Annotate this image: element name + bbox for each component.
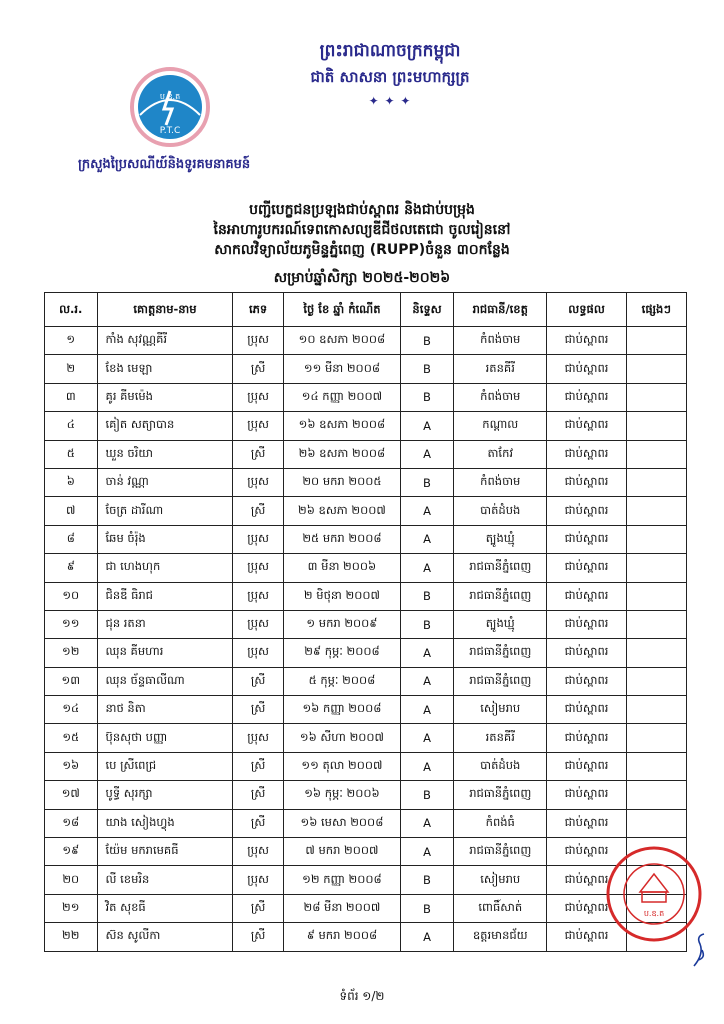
row-name: លី ខេមរិន (97, 866, 233, 894)
academic-year: សម្រាប់ឆ្នាំសិក្សា ២០២៥-២០២៦ (273, 270, 451, 286)
table-row (45, 866, 687, 894)
ministry-logo (120, 65, 220, 155)
row-other (626, 724, 686, 752)
row-sex: ប្រុស (233, 525, 284, 553)
table-row (45, 639, 687, 667)
row-result: ជាប់ស្ពាពរ (547, 383, 626, 411)
row-other (626, 696, 686, 724)
signature-mark (690, 930, 710, 970)
row-result: ជាប់ស្ពាពរ (547, 440, 626, 468)
row-track: B (400, 327, 453, 355)
table-row (45, 440, 687, 468)
row-dob: ១០ ឧសភា ២០០៨ (283, 327, 400, 355)
row-name: ឃួន ចរិយា (97, 440, 233, 468)
row-sex: ប្រុស (233, 554, 284, 582)
header-result: លទ្ធផល (547, 293, 626, 327)
table-header-row (45, 293, 687, 327)
row-dob: ២៥ មករា ២០០៨ (283, 525, 400, 553)
row-track: B (400, 355, 453, 383)
row-no: ៥ (45, 440, 98, 468)
row-dob: ១៦ មេសា ២០០៨ (283, 809, 400, 837)
document-header (0, 0, 724, 300)
table-row (45, 610, 687, 638)
row-other (626, 383, 686, 411)
row-province: ឧត្តរមានជ័យ (454, 923, 547, 951)
header-dob: ថ្ងៃ ខែ ឆ្នាំ កំណើត (283, 293, 400, 327)
row-other (626, 497, 686, 525)
row-no: ១៤ (45, 696, 98, 724)
row-other (626, 355, 686, 383)
row-name: ឈុន ច័ន្ទធាលីណា (97, 667, 233, 695)
table-row (45, 355, 687, 383)
row-no: ១០ (45, 582, 98, 610)
row-track: A (400, 809, 453, 837)
table-row (45, 582, 687, 610)
header-ornament: ✦ ✦ ✦ (368, 94, 412, 108)
row-result: ជាប់ស្ពាពរ (547, 554, 626, 582)
row-other (626, 468, 686, 496)
kingdom-line-1: ព្រះរាជាណាចក្រកម្ពុជា (319, 41, 461, 61)
row-other (626, 412, 686, 440)
row-dob: ៧ មករា ២០០៧ (283, 838, 400, 866)
row-result: ជាប់ស្ពាពរ (547, 724, 626, 752)
row-name: វិត សុខធី (97, 894, 233, 922)
row-result: ជាប់ស្ពាពរ (547, 355, 626, 383)
row-result: ជាប់ស្ពាពរ (547, 582, 626, 610)
row-dob: ១៦ កញ្ញា ២០០៨ (283, 696, 400, 724)
table-row (45, 554, 687, 582)
row-result: ជាប់ស្ពាពរ (547, 752, 626, 780)
row-track: B (400, 582, 453, 610)
row-name: បូទ្ធី សុរក្សា (97, 781, 233, 809)
row-province: បាត់ដំបង (454, 752, 547, 780)
row-province: កំពង់ធំ (454, 809, 547, 837)
row-dob: ១១ មីនា ២០០៨ (283, 355, 400, 383)
table-row (45, 412, 687, 440)
row-track: B (400, 894, 453, 922)
row-sex: ប្រុស (233, 468, 284, 496)
row-no: ១៩ (45, 838, 98, 866)
row-sex: ស្រី (233, 781, 284, 809)
row-result: ជាប់ស្ពាពរ (547, 610, 626, 638)
row-sex: ស្រី (233, 696, 284, 724)
row-province: រាជធានីភ្នំពេញ (454, 582, 547, 610)
row-track: A (400, 667, 453, 695)
ministry-name: ក្រសួងប្រៃសណីយ៍និងទូរគមនាគមន៍ (78, 157, 251, 172)
row-name: ស៊ន សូលីកា (97, 923, 233, 951)
row-result: ជាប់ស្ពាពរ (547, 894, 626, 922)
row-no: ៦ (45, 468, 98, 496)
row-other (626, 440, 686, 468)
row-province: រាជធានីភ្នំពេញ (454, 554, 547, 582)
page-number: ទំព័រ ១/២ (339, 989, 385, 1003)
header-no: ល.រ. (45, 293, 98, 327)
row-track: B (400, 383, 453, 411)
row-no: ១៨ (45, 809, 98, 837)
row-dob: ១៤ កញ្ញា ២០០៧ (283, 383, 400, 411)
row-other (626, 639, 686, 667)
row-name: ជា ហេងហុក (97, 554, 233, 582)
row-other (626, 752, 686, 780)
row-sex: ស្រី (233, 440, 284, 468)
row-sex: ស្រី (233, 355, 284, 383)
title-line-2: នៃអាហារូបករណ៍ទេពកោសល្យឌីជីថលតេជោ ចូលរៀននៅ (213, 222, 511, 238)
row-province: បាត់ដំបង (454, 497, 547, 525)
row-province: ត្បូងឃ្មុំ (454, 525, 547, 553)
row-province: រាជធានីភ្នំពេញ (454, 781, 547, 809)
row-province: តាកែវ (454, 440, 547, 468)
row-track: A (400, 724, 453, 752)
row-no: ២ (45, 355, 98, 383)
row-dob: ១២ កញ្ញា ២០០៨ (283, 866, 400, 894)
row-result: ជាប់ស្ពាពរ (547, 327, 626, 355)
row-province: កណ្តាល (454, 412, 547, 440)
row-dob: ៩ មករា ២០០៨ (283, 923, 400, 951)
official-stamp (604, 826, 704, 962)
row-track: A (400, 696, 453, 724)
table-row (45, 752, 687, 780)
row-other (626, 582, 686, 610)
row-other (626, 667, 686, 695)
row-track: A (400, 752, 453, 780)
row-track: A (400, 412, 453, 440)
kingdom-line-2: ជាតិ សាសនា ព្រះមហាក្សត្រ (310, 68, 470, 86)
row-dob: ១ មករា ២០០៩ (283, 610, 400, 638)
row-no: ៨ (45, 525, 98, 553)
title-line-1: បញ្ជីបេក្ខជនប្រឡងជាប់ស្ពាពរ និងជាប់បម្រុង (249, 202, 475, 218)
row-result: ជាប់ស្ពាពរ (547, 639, 626, 667)
row-result: ជាប់ស្ពាពរ (547, 866, 626, 894)
row-dob: ២៦ ឧសភា ២០០៨ (283, 440, 400, 468)
header-province: រាជធានី/ខេត្ត (454, 293, 547, 327)
row-dob: ២៦ ឧសភា ២០០៧ (283, 497, 400, 525)
row-track: A (400, 554, 453, 582)
row-sex: ប្រុស (233, 383, 284, 411)
row-dob: ៥ កុម្ភៈ ២០០៨ (283, 667, 400, 695)
table-row (45, 724, 687, 752)
row-other (626, 327, 686, 355)
row-name: ចាន់ វណ្ណា (97, 468, 233, 496)
row-name: គៀត សត្យាបាន (97, 412, 233, 440)
header-other: ផ្សេងៗ (626, 293, 686, 327)
title-line-3: សាកលវិទ្យាល័យភូមិន្ទភ្នំពេញ (RUPP)ចំនួន ៣០កន្លែង (214, 242, 510, 258)
row-name: ប៊ុនសុថា បញ្ញា (97, 724, 233, 752)
table-row (45, 838, 687, 866)
row-result: ជាប់ស្ពាពរ (547, 809, 626, 837)
row-province: កំពង់ចាម (454, 383, 547, 411)
row-province: រតនគីរី (454, 355, 547, 383)
row-name: ឆែម ចំរ៉ុង (97, 525, 233, 553)
table-row (45, 525, 687, 553)
table-row (45, 894, 687, 922)
row-no: ១១ (45, 610, 98, 638)
row-other (626, 554, 686, 582)
row-sex: ប្រុស (233, 610, 284, 638)
row-province: រាជធានីភ្នំពេញ (454, 838, 547, 866)
row-no: ២២ (45, 923, 98, 951)
row-track: B (400, 610, 453, 638)
row-other (626, 781, 686, 809)
row-result: ជាប់ស្ពាពរ (547, 468, 626, 496)
row-sex: ប្រុស (233, 866, 284, 894)
header-sex: ភេទ (233, 293, 284, 327)
row-province: ត្បូងឃ្មុំ (454, 610, 547, 638)
logo-top-text: ប.ឧ.ត (159, 92, 181, 101)
row-result: ជាប់ស្ពាពរ (547, 923, 626, 951)
row-sex: ប្រុស (233, 327, 284, 355)
row-name: ជុន រតនា (97, 610, 233, 638)
row-name: ចែត្រ ដារីណា (97, 497, 233, 525)
row-name: យាង សៀងហ្វុង (97, 809, 233, 837)
header-name: គោត្តនាម-នាម (97, 293, 233, 327)
row-name: ឈុន គីមហារ (97, 639, 233, 667)
row-no: ៤ (45, 412, 98, 440)
row-track: B (400, 781, 453, 809)
row-track: B (400, 866, 453, 894)
row-dob: ១៦ សីហា ២០០៧ (283, 724, 400, 752)
row-track: A (400, 440, 453, 468)
row-no: ១២ (45, 639, 98, 667)
signature-stroke (694, 934, 704, 966)
row-province: ពោធិ៍សាត់ (454, 894, 547, 922)
header-track: និទ្ទេស (400, 293, 453, 327)
row-dob: ២០ មករា ២០០៥ (283, 468, 400, 496)
stamp-text: ប.ឧ.ត (643, 909, 665, 918)
row-name: គូរ គីមម៉េង (97, 383, 233, 411)
row-dob: ១៦ កុម្ភៈ ២០០៦ (283, 781, 400, 809)
row-no: ១៧ (45, 781, 98, 809)
table-body (45, 327, 687, 952)
row-no: ២១ (45, 894, 98, 922)
row-name: ជិនឌី ធិរាជ (97, 582, 233, 610)
row-name: ខែង មេឡា (97, 355, 233, 383)
row-result: ជាប់ស្ពាពរ (547, 667, 626, 695)
stamp-temple-icon (640, 874, 668, 892)
table-row (45, 809, 687, 837)
row-sex: ស្រី (233, 894, 284, 922)
table-row (45, 696, 687, 724)
row-no: ៣ (45, 383, 98, 411)
table-row (45, 781, 687, 809)
row-name: កាំង សុវណ្ណគីរី (97, 327, 233, 355)
row-name: នាថ និតា (97, 696, 233, 724)
row-no: ១៦ (45, 752, 98, 780)
candidate-table (44, 292, 687, 952)
row-sex: ប្រុស (233, 582, 284, 610)
row-other (626, 525, 686, 553)
row-sex: ស្រី (233, 667, 284, 695)
row-track: A (400, 525, 453, 553)
row-sex: ស្រី (233, 809, 284, 837)
row-province: កំពង់ចាម (454, 327, 547, 355)
row-no: ១៣ (45, 667, 98, 695)
row-no: ៩ (45, 554, 98, 582)
row-result: ជាប់ស្ពាពរ (547, 525, 626, 553)
table-row (45, 383, 687, 411)
table-row (45, 327, 687, 355)
row-result: ជាប់ស្ពាពរ (547, 696, 626, 724)
row-name: បេ ស្រីពេជ្រ (97, 752, 233, 780)
row-track: A (400, 497, 453, 525)
table-row (45, 468, 687, 496)
row-no: ១ (45, 327, 98, 355)
logo-bottom-text: P.T.C (159, 126, 181, 136)
row-province: កំពង់ចាម (454, 468, 547, 496)
table-row (45, 497, 687, 525)
row-sex: ប្រុស (233, 639, 284, 667)
row-result: ជាប់ស្ពាពរ (547, 838, 626, 866)
table-row (45, 923, 687, 951)
row-province: រតនគីរី (454, 724, 547, 752)
table-row (45, 667, 687, 695)
row-track: B (400, 468, 453, 496)
row-track: A (400, 639, 453, 667)
row-sex: ស្រី (233, 497, 284, 525)
row-no: ២០ (45, 866, 98, 894)
row-no: ៧ (45, 497, 98, 525)
row-sex: ស្រី (233, 752, 284, 780)
row-name: យ៉ែម មករាមេគធី (97, 838, 233, 866)
row-dob: ៣ មីនា ២០០៦ (283, 554, 400, 582)
row-track: A (400, 923, 453, 951)
document-title (130, 200, 594, 260)
row-sex: ប្រុស (233, 412, 284, 440)
row-dob: ១៦ ឧសភា ២០០៨ (283, 412, 400, 440)
stamp-base-icon (642, 892, 666, 902)
row-result: ជាប់ស្ពាពរ (547, 412, 626, 440)
stamp-outer-ring (608, 848, 700, 940)
row-province: រាជធានីភ្នំពេញ (454, 667, 547, 695)
row-dob: ២ មិថុនា ២០០៧ (283, 582, 400, 610)
row-sex: ប្រុស (233, 838, 284, 866)
row-result: ជាប់ស្ពាពរ (547, 497, 626, 525)
row-province: សៀមរាប (454, 696, 547, 724)
row-sex: ប្រុស (233, 724, 284, 752)
row-track: A (400, 838, 453, 866)
row-sex: ស្រី (233, 923, 284, 951)
row-dob: ២៩ កុម្ភៈ ២០០៨ (283, 639, 400, 667)
row-dob: ១១ តុលា ២០០៧ (283, 752, 400, 780)
row-other (626, 610, 686, 638)
row-province: សៀមរាប (454, 866, 547, 894)
row-result: ជាប់ស្ពាពរ (547, 781, 626, 809)
row-dob: ២៨ មីនា ២០០៧ (283, 894, 400, 922)
row-province: រាជធានីភ្នំពេញ (454, 639, 547, 667)
row-no: ១៥ (45, 724, 98, 752)
